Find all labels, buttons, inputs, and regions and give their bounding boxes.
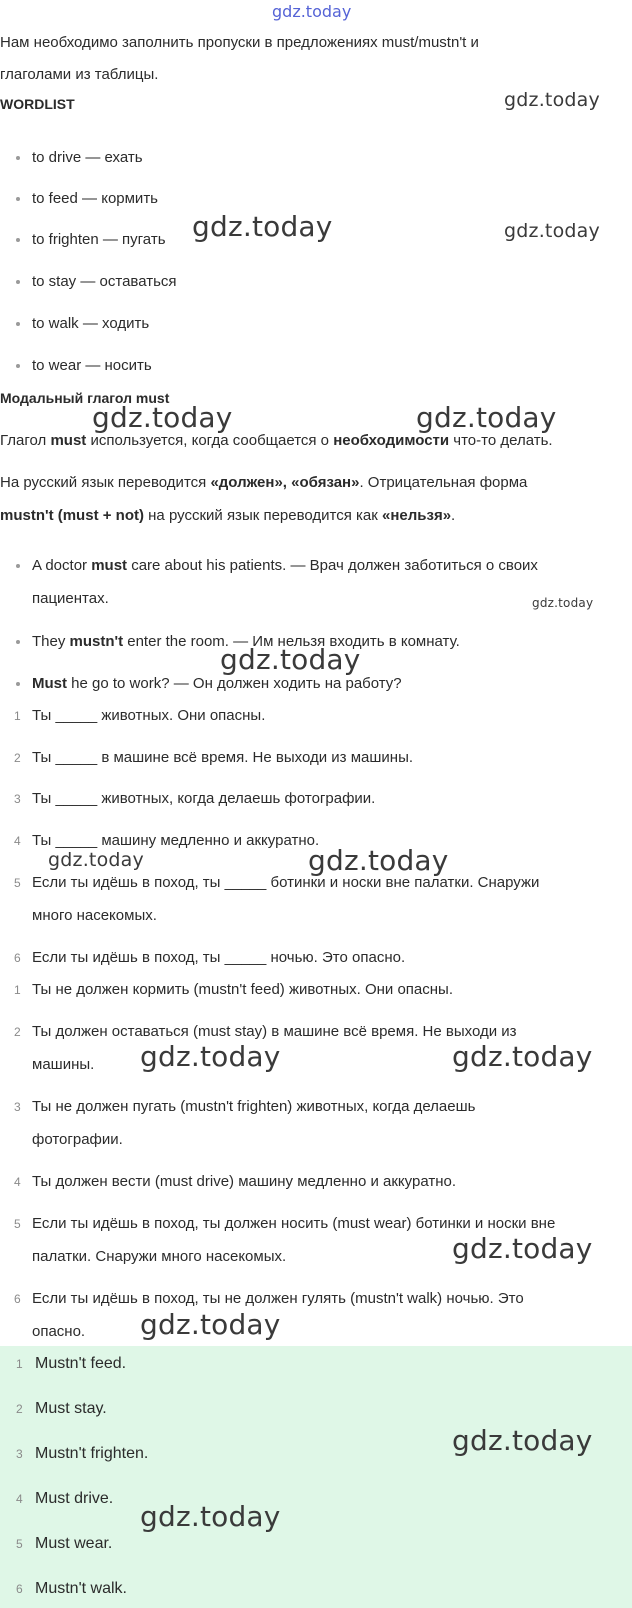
example-text-cont: пациентах. bbox=[32, 590, 109, 607]
example-text: They mustn't enter the room. — Им нельзя входить в комнату. bbox=[32, 633, 460, 650]
answer-text: Must wear. bbox=[35, 1535, 113, 1552]
translation-text-cont: опасно. bbox=[32, 1323, 86, 1340]
translation-text-cont: фотографии. bbox=[32, 1131, 123, 1148]
answers-panel bbox=[0, 1346, 632, 1608]
bullet-icon bbox=[16, 640, 20, 644]
translation-text: Если ты идёшь в поход, ты не должен гулять (mustn't walk) ночью. Это bbox=[32, 1290, 524, 1307]
watermark: gdz.today bbox=[452, 1232, 593, 1265]
grammar-paragraph-3 bbox=[0, 506, 455, 526]
translation-text-cont: палатки. Снаружи много насекомых. bbox=[32, 1248, 287, 1265]
item-number: 4 bbox=[14, 834, 21, 848]
translation-text: Ты должен оставаться (must stay) в машине всё время. Не выходи из bbox=[32, 1023, 517, 1040]
bullet-icon bbox=[16, 156, 20, 160]
translation-text-cont: машины. bbox=[32, 1056, 95, 1073]
watermark: gdz.today bbox=[192, 210, 333, 243]
task-text-cont: много насекомых. bbox=[32, 907, 157, 924]
item-number: 3 bbox=[16, 1447, 23, 1461]
task-text: Если ты идёшь в поход, ты _____ ботинки и носки вне палатки. Снаружи bbox=[32, 874, 540, 891]
wordlist-item-text: to walk — ходить bbox=[32, 315, 150, 332]
item-number: 3 bbox=[14, 1100, 21, 1114]
text: . bbox=[451, 507, 456, 524]
watermark: gdz.today bbox=[452, 1424, 593, 1457]
translation-text: Ты не должен пугать (mustn't frighten) животных, когда делаешь bbox=[32, 1098, 476, 1115]
text: Глагол bbox=[0, 432, 51, 449]
text: используется, когда сообщается о bbox=[86, 432, 334, 449]
bullet-icon bbox=[16, 564, 20, 568]
wordlist-item-text: to feed — кормить bbox=[32, 190, 158, 207]
watermark: gdz.today bbox=[452, 1040, 593, 1073]
item-number: 5 bbox=[14, 876, 21, 890]
wordlist-item-text: to frighten — пугать bbox=[32, 231, 166, 248]
answer-text: Must drive. bbox=[35, 1490, 114, 1507]
task-text: Ты _____ в машине всё время. Не выходи из машины. bbox=[32, 749, 414, 766]
bullet-icon bbox=[16, 682, 20, 686]
wordlist-item-text: to drive — ехать bbox=[32, 149, 143, 166]
answer-text: Mustn't feed. bbox=[35, 1355, 127, 1372]
item-number: 3 bbox=[14, 792, 21, 806]
task-text: Ты _____ машину медленно и аккуратно. bbox=[32, 832, 320, 849]
wordlist-item-text: to stay — оставаться bbox=[32, 273, 177, 290]
item-number: 6 bbox=[16, 1582, 23, 1596]
task-text: Ты _____ животных, когда делаешь фотографии. bbox=[32, 790, 376, 807]
text: На русский язык переводится bbox=[0, 474, 211, 491]
watermark: gdz.today bbox=[92, 401, 233, 434]
watermark-top: gdz.today bbox=[272, 2, 352, 21]
watermark: gdz.today bbox=[504, 89, 600, 111]
watermark: gdz.today bbox=[48, 849, 144, 871]
text: что-то делать. bbox=[449, 432, 553, 449]
watermark: gdz.today bbox=[140, 1500, 281, 1533]
item-number: 5 bbox=[14, 1217, 21, 1231]
watermark: gdz.today bbox=[504, 220, 600, 242]
item-number: 1 bbox=[16, 1357, 23, 1371]
bullet-icon bbox=[16, 238, 20, 242]
item-number: 5 bbox=[16, 1537, 23, 1551]
watermark: gdz.today bbox=[140, 1308, 281, 1341]
wordlist-item-text: to wear — носить bbox=[32, 357, 152, 374]
text: на русский язык переводится как bbox=[143, 507, 382, 524]
task-text: Ты _____ животных. Они опасны. bbox=[32, 707, 266, 724]
watermark: gdz.today bbox=[532, 596, 594, 610]
watermark: gdz.today bbox=[308, 844, 449, 877]
item-number: 6 bbox=[14, 951, 21, 965]
text-bold: «нельзя» bbox=[382, 507, 452, 524]
bullet-icon bbox=[16, 280, 20, 284]
text-bold: mustn't (must + not) bbox=[0, 507, 144, 524]
example-text: A doctor must care about his patients. — Врач должен заботиться о своих bbox=[32, 557, 538, 574]
answer-text: Mustn't walk. bbox=[35, 1580, 127, 1597]
item-number: 2 bbox=[14, 1025, 21, 1039]
translation-text: Если ты идёшь в поход, ты должен носить (must wear) ботинки и носки вне bbox=[32, 1215, 556, 1232]
item-number: 4 bbox=[14, 1175, 21, 1189]
text: . Отрицательная форма bbox=[359, 474, 528, 491]
answer-text: Must stay. bbox=[35, 1400, 107, 1417]
item-number: 6 bbox=[14, 1292, 21, 1306]
item-number: 1 bbox=[14, 709, 21, 723]
grammar-paragraph-1 bbox=[0, 431, 553, 451]
task-text: Если ты идёшь в поход, ты _____ ночью. Это опасно. bbox=[32, 949, 406, 966]
translation-text: Ты должен вести (must drive) машину медленно и аккуратно. bbox=[32, 1173, 456, 1190]
watermark: gdz.today bbox=[220, 643, 361, 676]
example-text: Must he go to work? — Он должен ходить на работу? bbox=[32, 675, 402, 692]
bullet-icon bbox=[16, 364, 20, 368]
text-bold: «должен», «обязан» bbox=[210, 474, 360, 491]
answer-text: Mustn't frighten. bbox=[35, 1445, 149, 1462]
item-number: 2 bbox=[14, 751, 21, 765]
watermark: gdz.today bbox=[416, 401, 557, 434]
item-number: 4 bbox=[16, 1492, 23, 1506]
intro-line-2: глаголами из таблицы. bbox=[0, 66, 159, 83]
bullet-icon bbox=[16, 197, 20, 201]
item-number: 2 bbox=[16, 1402, 23, 1416]
watermark: gdz.today bbox=[140, 1040, 281, 1073]
translation-text: Ты не должен кормить (mustn't feed) животных. Они опасны. bbox=[32, 981, 453, 998]
item-number: 1 bbox=[14, 983, 21, 997]
intro-line-1: Нам необходимо заполнить пропуски в предложениях must/mustn't и bbox=[0, 34, 479, 51]
bullet-icon bbox=[16, 322, 20, 326]
grammar-paragraph-2 bbox=[0, 473, 527, 493]
grammar-title: Модальный глагол must bbox=[0, 390, 170, 406]
wordlist-title: WORDLIST bbox=[0, 96, 75, 112]
text-bold: must bbox=[50, 432, 87, 449]
text-bold: необходимости bbox=[333, 432, 450, 449]
